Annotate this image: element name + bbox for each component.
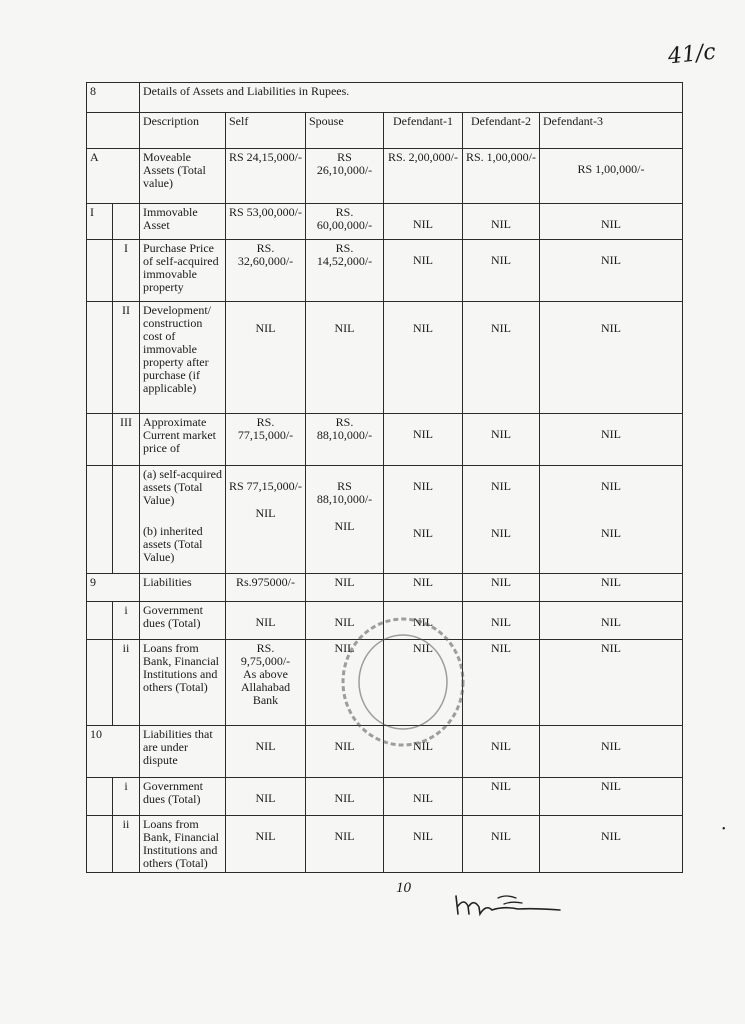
value-self: NIL — [226, 726, 306, 778]
row-description: Immovable Asset — [140, 204, 226, 240]
row-description: Approximate Current market price of — [140, 414, 226, 466]
value-defendant-3: NIL — [540, 640, 683, 726]
value-self-a: RS 77,15,000/- — [229, 479, 303, 493]
section-number: 8 — [87, 83, 140, 113]
row-description: Government dues (Total) — [140, 602, 226, 640]
value-defendant-2: NIL — [463, 414, 540, 466]
value-defendant-3: NIL — [540, 240, 683, 302]
row-description: Loans from Bank, Financial Institutions and others (Total) — [140, 816, 226, 873]
value-defendant-3: NIL — [540, 778, 683, 816]
value-spouse-a: RS 88,10,000/- — [316, 479, 373, 506]
row-number-blank — [87, 302, 113, 414]
header-self: Self — [226, 113, 306, 149]
value-defendant-1: NIL — [384, 302, 463, 414]
value-self: NIL — [226, 816, 306, 873]
value-defendant-3: NIL — [540, 574, 683, 602]
row-number-blank — [87, 466, 113, 574]
sub-number-blank — [113, 204, 140, 240]
value-spouse: NIL — [306, 302, 384, 414]
row-description: Liabilities — [140, 574, 226, 602]
value-def1-b: NIL — [413, 526, 433, 540]
table-row — [87, 574, 683, 602]
value-defendant-3: NIL — [540, 602, 683, 640]
value-spouse: NIL — [306, 726, 384, 778]
value-self-b: NIL — [255, 506, 276, 520]
value-defendant-1: NIL — [384, 640, 463, 726]
table-row — [87, 466, 683, 574]
corner-annotation: 41/c — [666, 39, 717, 70]
assets-liabilities-table — [86, 82, 683, 873]
value-self: Rs.975000/- — [226, 574, 306, 602]
value-spouse: RS. 60,00,000/- — [306, 204, 384, 240]
value-spouse — [306, 466, 384, 574]
value-self: NIL — [226, 778, 306, 816]
value-defendant-2: NIL — [463, 726, 540, 778]
value-defendant-2: NIL — [463, 302, 540, 414]
value-defendant-2: NIL — [463, 240, 540, 302]
value-defendant-2: NIL — [463, 640, 540, 726]
value-self — [226, 466, 306, 574]
value-defendant-3: RS 1,00,000/- — [540, 149, 683, 204]
value-defendant-1: NIL — [384, 816, 463, 873]
table-row — [87, 778, 683, 816]
section-title: Details of Assets and Liabilities in Rupees. — [140, 83, 683, 113]
sub-number: ii — [113, 640, 140, 726]
sub-number: i — [113, 602, 140, 640]
desc-self-acquired: (a) self-acquired assets (Total Value) — [143, 467, 222, 507]
row-description: Loans from Bank, Financial Institutions and others (Total) — [140, 640, 226, 726]
header-blank — [87, 113, 140, 149]
value-spouse: RS 26,10,000/- — [306, 149, 384, 204]
value-defendant-1: NIL — [384, 574, 463, 602]
value-spouse: RS. 88,10,000/- — [306, 414, 384, 466]
row-number: A — [87, 149, 140, 204]
value-defendant-1: NIL — [384, 778, 463, 816]
sub-number: I — [113, 240, 140, 302]
value-self: NIL — [226, 302, 306, 414]
value-self: NIL — [226, 602, 306, 640]
value-defendant-3: NIL — [540, 302, 683, 414]
table-row — [87, 204, 683, 240]
header-defendant-1: Defendant-1 — [384, 113, 463, 149]
sub-number: III — [113, 414, 140, 466]
value-spouse: NIL — [306, 778, 384, 816]
sub-number: ii — [113, 816, 140, 873]
sub-number: i — [113, 778, 140, 816]
self-line-4: Allahabad — [240, 680, 291, 694]
value-spouse: NIL — [306, 640, 384, 726]
row-number: 9 — [87, 574, 140, 602]
value-self: RS. 32,60,000/- — [226, 240, 306, 302]
row-description: Moveable Assets (Total value) — [140, 149, 226, 204]
self-line-3: As above — [243, 667, 288, 681]
value-defendant-1: NIL — [384, 414, 463, 466]
row-number-blank — [87, 778, 113, 816]
row-description: Liabilities that are under dispute — [140, 726, 226, 778]
table-row — [87, 240, 683, 302]
row-number-blank — [87, 240, 113, 302]
official-seal-stamp — [338, 614, 468, 750]
value-defendant-2: NIL — [463, 204, 540, 240]
value-spouse: NIL — [306, 574, 384, 602]
desc-inherited: (b) inherited assets (Total Value) — [143, 524, 203, 564]
value-self: RS 24,15,000/- — [226, 149, 306, 204]
value-defendant-3: NIL — [540, 726, 683, 778]
header-row — [87, 113, 683, 149]
value-defendant-3: NIL — [540, 816, 683, 873]
value-defendant-1: RS. 2,00,000/- — [384, 149, 463, 204]
row-number-blank — [87, 816, 113, 873]
value-spouse-b: NIL — [334, 519, 355, 533]
row-number-blank — [87, 602, 113, 640]
header-defendant-2: Defendant-2 — [463, 113, 540, 149]
row-description — [140, 466, 226, 574]
value-def1-a: NIL — [413, 479, 433, 493]
value-spouse: NIL — [306, 816, 384, 873]
value-defendant-1: NIL — [384, 726, 463, 778]
row-number: 10 — [87, 726, 140, 778]
value-defendant-3 — [540, 466, 683, 574]
row-description: Purchase Price of self-acquired immovable property — [140, 240, 226, 302]
value-def3-a: NIL — [601, 479, 622, 493]
row-description: Development/ construction cost of immovable property after purchase (if applicable) — [140, 302, 226, 414]
value-defendant-2: NIL — [463, 778, 540, 816]
table-row — [87, 816, 683, 873]
value-defendant-1 — [384, 466, 463, 574]
value-spouse: RS. 14,52,000/- — [306, 240, 384, 302]
header-defendant-3: Defendant-3 — [540, 113, 683, 149]
table-row — [87, 83, 683, 113]
value-defendant-2: NIL — [463, 574, 540, 602]
row-number: I — [87, 204, 113, 240]
row-number-blank — [87, 414, 113, 466]
row-description: Government dues (Total) — [140, 778, 226, 816]
sub-number: II — [113, 302, 140, 414]
row-number-blank — [87, 640, 113, 726]
value-self — [226, 640, 306, 726]
value-defendant-1: NIL — [384, 240, 463, 302]
table-row — [87, 149, 683, 204]
value-defendant-3: NIL — [540, 204, 683, 240]
sub-number-blank — [113, 466, 140, 574]
value-self: RS 53,00,000/- — [226, 204, 306, 240]
page-number: 10 — [396, 880, 411, 896]
self-line-1: RS. — [256, 641, 275, 655]
value-def2-b: NIL — [491, 526, 511, 540]
stray-mark: • — [722, 824, 726, 835]
self-line-2: 9,75,000/- — [240, 654, 291, 668]
value-defendant-3: NIL — [540, 414, 683, 466]
value-spouse: NIL — [306, 602, 384, 640]
value-defendant-2: NIL — [463, 602, 540, 640]
handwritten-signature — [452, 884, 567, 924]
value-defendant-2 — [463, 466, 540, 574]
value-self: RS. 77,15,000/- — [226, 414, 306, 466]
value-defendant-2: RS. 1,00,000/- — [463, 149, 540, 204]
value-defendant-1: NIL — [384, 602, 463, 640]
table-row — [87, 302, 683, 414]
value-defendant-2: NIL — [463, 816, 540, 873]
value-def3-b: NIL — [601, 526, 622, 540]
header-spouse: Spouse — [306, 113, 384, 149]
self-line-5: Bank — [252, 693, 279, 707]
value-def2-a: NIL — [491, 479, 511, 493]
header-description: Description — [140, 113, 226, 149]
table-row — [87, 414, 683, 466]
value-defendant-1: NIL — [384, 204, 463, 240]
